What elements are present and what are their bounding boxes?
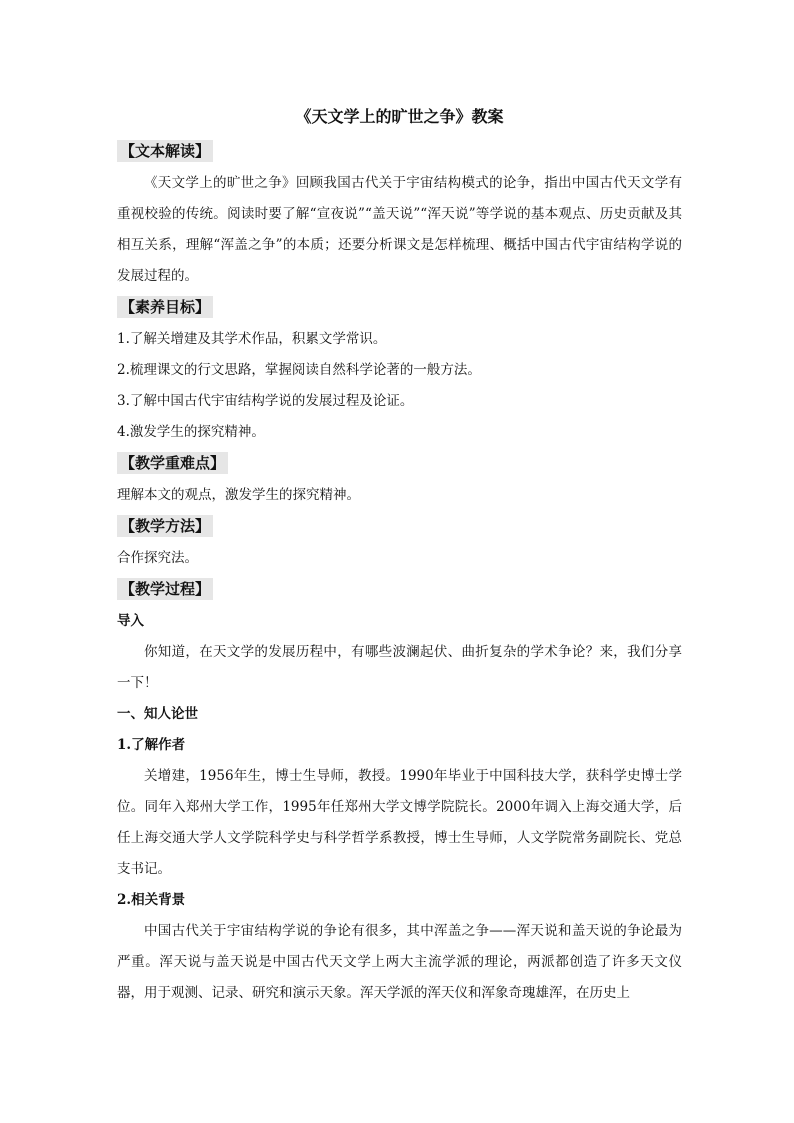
key-points-text: 理解本文的观点，激发学生的探究精神。 xyxy=(117,487,360,503)
background-subheading: 2.相关背景 xyxy=(117,892,186,908)
background-paragraph: 中国古代关于宇宙结构学说的争论有很多，其中浑盖之争——浑天说和盖天说的争论最为严重。浑天说与盖天说是中国古代天文学上两大主流学派的理论，两派都创造了许多天文仪器，用于观测、记录、研究和演示天象。浑天学派的浑天仪和浑象奇瑰雄浑，在历史上 xyxy=(117,923,682,1001)
section-heading-method: 【教学方法】 xyxy=(117,515,213,537)
goal-item-3: 3.了解中国古代宇宙结构学说的发展过程及论证。 xyxy=(117,393,414,409)
intro-label: 导入 xyxy=(117,613,144,629)
intro-paragraph: 你知道，在天文学的发展历程中，有哪些波澜起伏、曲折复杂的学术争论？来，我们分享一下！ xyxy=(117,644,682,691)
author-subheading: 1.了解作者 xyxy=(117,737,186,753)
section-heading-goals: 【素养目标】 xyxy=(117,296,213,318)
goal-item-1: 1.了解关增建及其学术作品，积累文学常识。 xyxy=(117,331,387,347)
section-heading-key-points: 【教学重难点】 xyxy=(117,452,228,474)
section-heading-text-reading: 【文本解读】 xyxy=(117,140,213,162)
method-text: 合作探究法。 xyxy=(117,550,198,566)
goal-item-4: 4.激发学生的探究精神。 xyxy=(117,424,265,440)
text-reading-paragraph: 《天文学上的旷世之争》回顾我国古代关于宇宙结构模式的论争，指出中国古代天文学有重视校验的传统。阅读时要了解“宣夜说”“盖天说”“浑天说”等学说的基本观点、历史贡献及其相互关系，理解“浑盖之争”的本质；还要分析课文是怎样梳理、概括中国古代宇宙结构学说的发展过程的。 xyxy=(117,175,682,284)
author-paragraph: 关增建，1956年生，博士生导师，教授。1990年毕业于中国科技大学，获科学史博士学位。同年入郑州大学工作，1995年任郑州大学文博学院院长。2000年调入上海交通大学，后任上海交通大学人文学院科学史与科学哲学系教授，博士生导师，人文学院常务副院长、党总支书记。 xyxy=(117,768,682,877)
section-heading-process: 【教学过程】 xyxy=(117,578,213,600)
goal-item-2: 2.梳理课文的行文思路，掌握阅读自然科学论著的一般方法。 xyxy=(117,362,481,378)
document-body xyxy=(117,104,682,1009)
part1-label: 一、知人论世 xyxy=(117,706,198,722)
document-title: 《天文学上的旷世之争》教案 xyxy=(295,107,504,126)
